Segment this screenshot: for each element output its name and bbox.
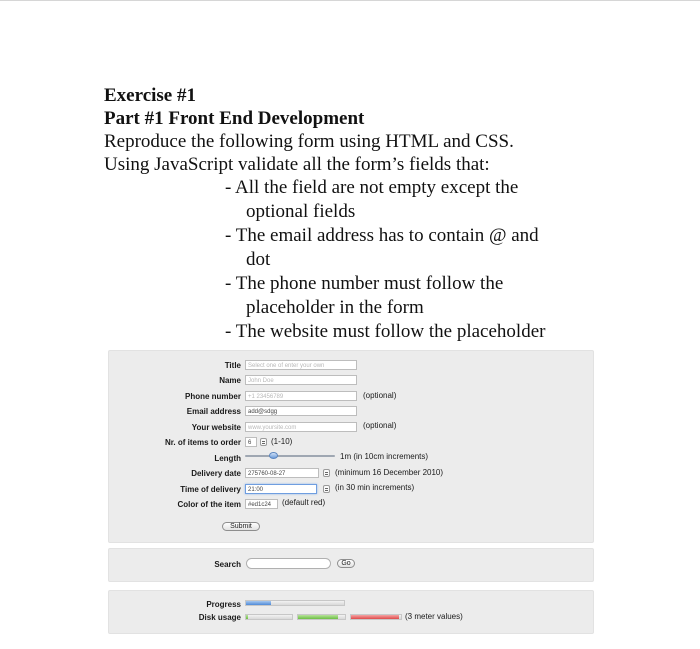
website-label: Your website: [191, 423, 241, 432]
disk-usage-label: Disk usage: [198, 613, 241, 622]
delivery-date-input[interactable]: 275760-08-27: [245, 468, 319, 478]
phone-input[interactable]: +1 23456789: [245, 391, 357, 401]
delivery-time-input[interactable]: 21:00: [245, 484, 317, 494]
progress-label: Progress: [206, 600, 241, 609]
phone-label: Phone number: [184, 392, 241, 401]
website-optional-note: (optional): [363, 421, 397, 430]
delivery-date-note: (minimum 16 December 2010): [335, 468, 444, 477]
requirement-3: - The phone number must follow the: [225, 273, 504, 294]
title-input[interactable]: Select one of enter your own: [245, 360, 357, 370]
exercise-title: Exercise #1: [104, 85, 196, 106]
progress-fill: [246, 601, 271, 605]
length-note: 1m (in 10cm increments): [340, 452, 429, 461]
delivery-date-label: Delivery date: [191, 469, 241, 478]
name-input[interactable]: John Doe: [245, 375, 357, 385]
exercise-text: [104, 84, 664, 344]
disk-meter-mid-fill: [298, 615, 338, 619]
disk-meter-mid: [297, 614, 346, 620]
items-range-note: (1-10): [271, 437, 293, 446]
length-slider[interactable]: [245, 451, 335, 461]
items-label: Nr. of items to order: [164, 438, 241, 447]
disk-meter-low-fill: [246, 615, 248, 619]
top-divider: [0, 0, 700, 1]
name-label: Name: [219, 376, 241, 385]
requirement-1-cont: optional fields: [246, 201, 356, 222]
order-form-panel: [108, 350, 594, 543]
email-label: Email address: [186, 407, 241, 416]
search-label: Search: [214, 560, 241, 569]
instruction-line-1: Reproduce the following form using HTML and CSS.: [104, 131, 514, 152]
requirement-2: - The email address has to contain @ and: [225, 225, 539, 246]
disk-meter-note: (3 meter values): [405, 612, 463, 621]
requirement-3-cont: placeholder in the form: [246, 297, 424, 318]
requirement-1: - All the field are not empty except the: [225, 177, 519, 198]
search-input[interactable]: [246, 558, 331, 569]
website-input[interactable]: www.yoursite.com: [245, 422, 357, 432]
delivery-date-spinner-icon[interactable]: [323, 469, 330, 477]
length-slider-thumb[interactable]: [269, 452, 278, 459]
items-number-input[interactable]: 6: [245, 437, 257, 447]
email-input[interactable]: add@sdgg: [245, 406, 357, 416]
delivery-time-spinner-icon[interactable]: [323, 485, 330, 493]
delivery-time-note: (in 30 min increments): [335, 483, 415, 492]
go-button[interactable]: Go: [337, 559, 355, 568]
disk-meter-high-fill: [351, 615, 399, 619]
exercise-part: Part #1 Front End Development: [104, 108, 365, 129]
items-spinner-icon[interactable]: [260, 438, 267, 446]
meter-panel: [108, 590, 594, 634]
phone-optional-note: (optional): [363, 391, 397, 400]
submit-button[interactable]: Submit: [222, 522, 260, 531]
length-label: Length: [214, 454, 241, 463]
delivery-time-label: Time of delivery: [180, 485, 241, 494]
color-label: Color of the item: [177, 500, 241, 509]
requirement-2-cont: dot: [246, 249, 271, 270]
length-slider-track: [245, 455, 335, 457]
requirement-4: - The website must follow the placeholder: [225, 321, 546, 342]
disk-meter-high: [350, 614, 402, 620]
requirement-list: [225, 176, 664, 344]
disk-meter-low: [245, 614, 293, 620]
color-default-note: (default red): [282, 498, 326, 507]
instruction-line-2: Using JavaScript validate all the form’s fields that:: [104, 154, 490, 175]
title-label: Title: [224, 361, 241, 370]
progress-bar: [245, 600, 345, 606]
search-panel: [108, 548, 594, 582]
color-input[interactable]: #ed1c24: [245, 499, 278, 509]
